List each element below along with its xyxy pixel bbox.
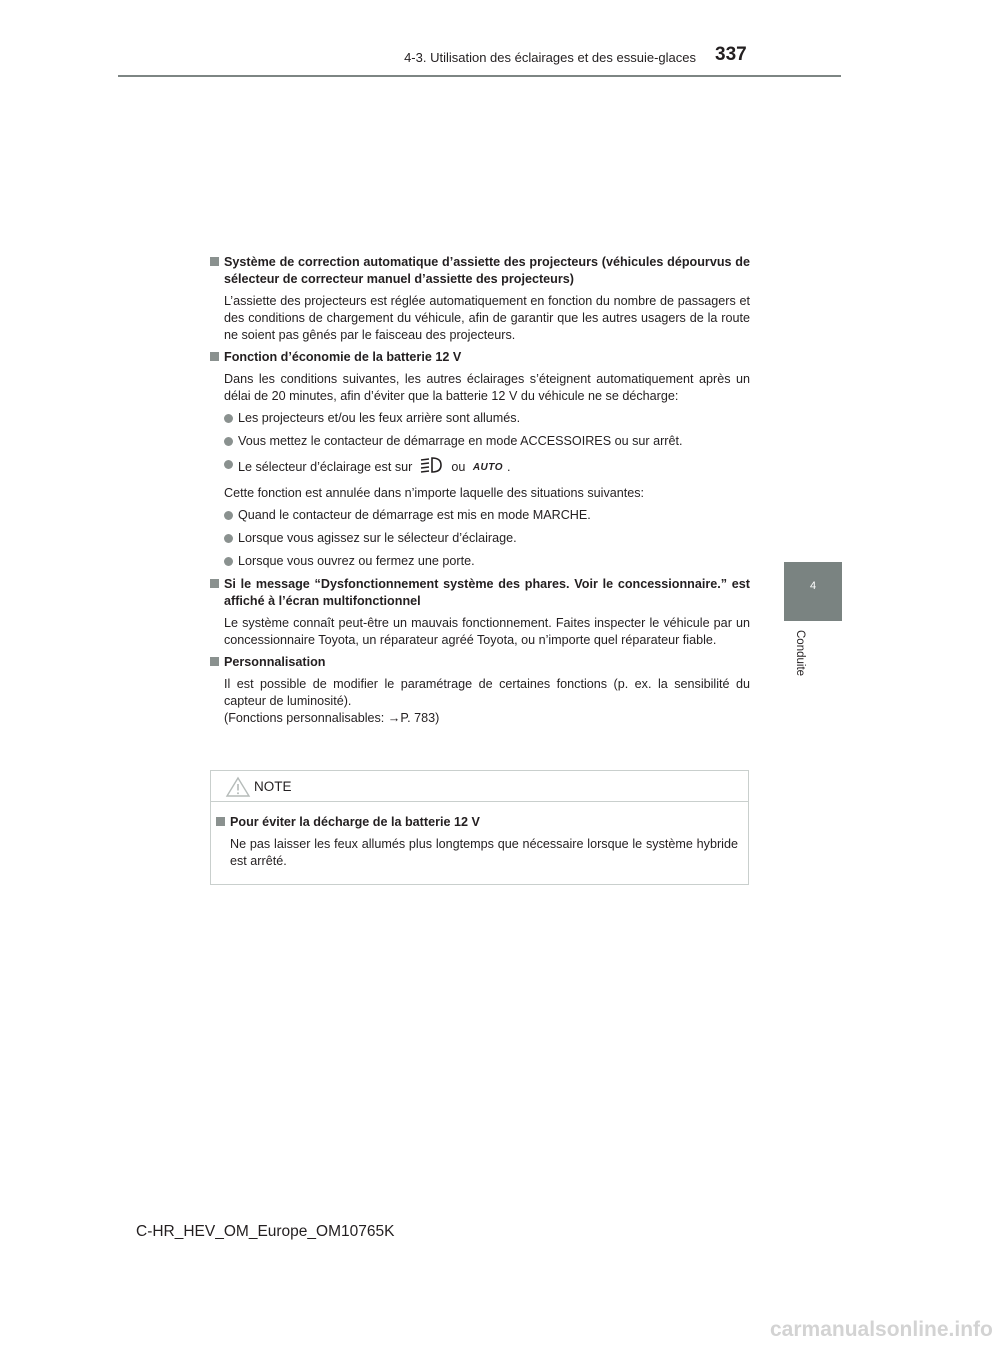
note-heading-text: Pour éviter la décharge de la batterie 12 V bbox=[230, 815, 480, 829]
list-item bbox=[209, 410, 750, 427]
section-heading-text: Fonction d’économie de la batterie 12 V bbox=[224, 350, 462, 364]
section-heading bbox=[209, 349, 750, 366]
note-text: Ne pas laisser les feux allumés plus longtemps que nécessaire lorsque le système hybride est arrêté. bbox=[230, 837, 738, 868]
square-bullet-icon bbox=[210, 257, 219, 266]
square-bullet-icon bbox=[210, 579, 219, 588]
footer-document-id: C-HR_HEV_OM_Europe_OM10765K bbox=[136, 1223, 395, 1240]
list-item bbox=[209, 433, 750, 450]
note-heading bbox=[215, 814, 738, 831]
chapter-label: Conduite bbox=[794, 630, 806, 677]
customization-text: Il est possible de modifier le paramétrage de certaines fonctions (p. ex. la sensibilité du capteur de luminosité). bbox=[224, 677, 750, 708]
square-bullet-icon bbox=[216, 817, 225, 826]
list-item-text: Le sélecteur d’éclairage est sur bbox=[238, 459, 413, 474]
note-body bbox=[211, 802, 748, 870]
section-text bbox=[209, 676, 750, 727]
chapter-tab bbox=[784, 562, 842, 621]
note-box bbox=[210, 770, 749, 885]
section-heading bbox=[209, 254, 750, 288]
list-item bbox=[209, 530, 750, 547]
chapter-number: 4 bbox=[809, 580, 817, 592]
list-item-conjunction: ou bbox=[451, 459, 466, 474]
round-bullet-icon bbox=[224, 557, 233, 566]
note-header bbox=[211, 771, 748, 802]
headlight-icon bbox=[419, 456, 445, 479]
section-cancel-text: Cette fonction est annulée dans n’importe laquelle des situations suivantes: bbox=[224, 486, 645, 500]
list-item bbox=[209, 456, 750, 479]
warning-triangle-icon bbox=[226, 777, 250, 802]
list-item-text: Les projecteurs et/ou les feux arrière sont allumés. bbox=[238, 411, 521, 425]
round-bullet-icon bbox=[224, 511, 233, 520]
list-item bbox=[209, 507, 750, 524]
section-intro: Dans les conditions suivantes, les autres éclairages s’éteignent automatiquement après un délai de 20 minutes, afin d’éviter que la batterie 12 V du véhicule ne se décharge: bbox=[224, 372, 750, 403]
round-bullet-icon bbox=[224, 460, 233, 469]
customization-reference-link[interactable]: (Fonctions personnalisables: →P. 783) bbox=[224, 711, 440, 725]
section-heading bbox=[209, 654, 750, 671]
section-text: L’assiette des projecteurs est réglée automatiquement en fonction du nombre de passagers et des conditions de chargement du véhicule, afin de garantir que les autres usagers de la route ne soient pas gênés par le faisceau des projecteurs. bbox=[224, 294, 750, 342]
list-item bbox=[209, 553, 750, 570]
header-divider bbox=[118, 75, 841, 77]
list-item-suffix: . bbox=[506, 459, 511, 474]
section-heading-text: Système de correction automatique d’assiette des projecteurs (véhicules dépourvus de sélecteur de correcteur manuel d’assiette des projecteurs) bbox=[224, 255, 750, 286]
page-number: 337 bbox=[715, 44, 747, 65]
auto-icon: AUTO bbox=[472, 461, 503, 473]
section-text: Le système connaît peut-être un mauvais fonctionnement. Faites inspecter le véhicule par un concessionnaire Toyota, un réparateur agréé Toyota, ou n’importe quel réparateur fiable. bbox=[224, 616, 750, 647]
section-battery-saver bbox=[209, 349, 750, 570]
section-malfunction-message bbox=[209, 576, 750, 649]
list-item-text: Vous mettez le contacteur de démarrage en mode ACCESSOIRES ou sur arrêt. bbox=[238, 434, 683, 448]
section-heading-text: Personnalisation bbox=[224, 655, 326, 669]
list-item-text: Lorsque vous agissez sur le sélecteur d’éclairage. bbox=[238, 531, 517, 545]
section-heading-text: Si le message “Dysfonctionnement système des phares. Voir le concessionnaire.” est affiché à l’écran multifonctionnel bbox=[224, 577, 750, 608]
list-item-text: Quand le contacteur de démarrage est mis en mode MARCHE. bbox=[238, 508, 591, 522]
round-bullet-icon bbox=[224, 437, 233, 446]
section-heading bbox=[209, 576, 750, 610]
watermark: carmanualsonline.info bbox=[770, 1318, 993, 1341]
square-bullet-icon bbox=[210, 657, 219, 666]
square-bullet-icon bbox=[210, 352, 219, 361]
section-headlight-leveling bbox=[209, 254, 750, 344]
section-customization bbox=[209, 654, 750, 727]
round-bullet-icon bbox=[224, 414, 233, 423]
header-section-title: 4-3. Utilisation des éclairages et des essuie-glaces bbox=[404, 50, 696, 65]
round-bullet-icon bbox=[224, 534, 233, 543]
note-title: NOTE bbox=[254, 779, 292, 794]
list-item-text: Lorsque vous ouvrez ou fermez une porte. bbox=[238, 554, 475, 568]
main-content bbox=[209, 254, 750, 732]
